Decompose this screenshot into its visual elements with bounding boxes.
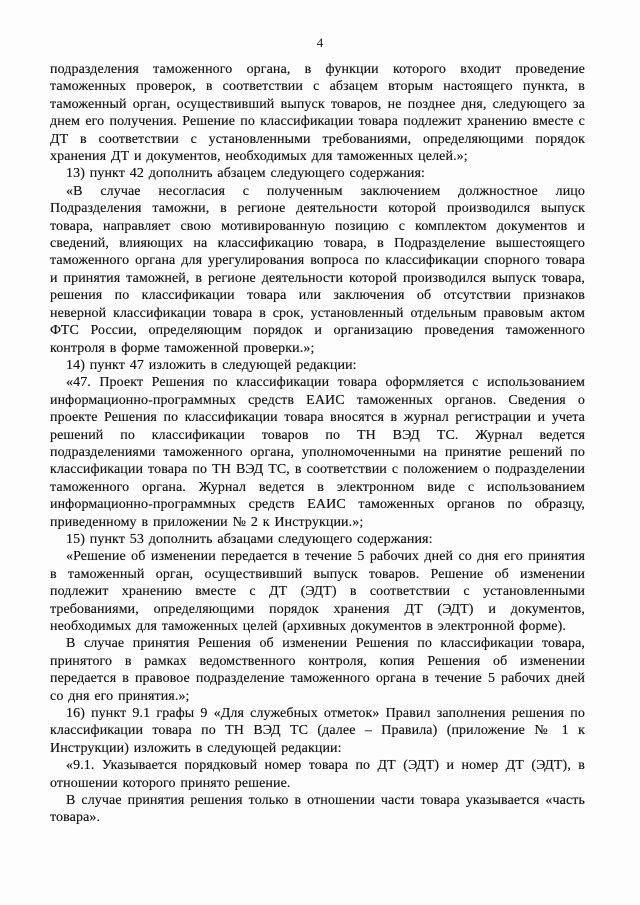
paragraph-continuation: подразделения таможенного органа, в функции которого входит проведение таможенных проверок, в соответствии с абзацем вторым настоящего пункта, в таможенный орган, осуществивший выпуск товаров, не позднее дня, следующего за днем его получения. Решение по классификации товара подлежит хранению вместе с ДТ в соответствии с установленными требованиями, определяющими порядок хранения ДТ и документов, необходимых для таможенных целей.»; (50, 62, 585, 165)
paragraph-item-15-quote-2: В случае принятия Решения об изменении Решения по классификации товара, принятого в рамках ведомственного контроля, копия Решения об изменении передается в правовое подразделение таможенного органа в течение 5 рабочих дней со дня его принятия.»; (50, 636, 585, 704)
paragraph-item-16-quote-1: «9.1. Указывается порядковый номер товара по ДТ (ЭДТ) и номер ДТ (ЭДТ), в отношении которого принято решение. (50, 758, 585, 791)
page-number: 4 (316, 35, 324, 50)
paragraph-item-13-quote: «В случае несогласия с полученным заключением должностное лицо Подразделения таможни, в регионе деятельности которой производился выпуск товара, направляет свою мотивированную позицию с комплектом документов и сведений, влияющих на классификацию товара, в Подразделение вышестоящего таможенного органа для урегулирования вопроса по классификации спорного товара и принятия таможней, в регионе деятельности которой производился выпуск товара, решения по классификации товара или заключения об отсутствии признаков неверной классификации товара в срок, установленный отдельным правовым актом ФТС России, определяющим порядок и организацию проведения таможенного контроля в форме таможенной проверки.»; (50, 183, 585, 356)
paragraph-item-15-intro: 15) пункт 53 дополнить абзацами следующего содержания: (66, 531, 433, 547)
document-body (50, 61, 585, 827)
paragraph-item-16-intro: 16) пункт 9.1 графы 9 «Для служебных отметок» Правил заполнения решения по классификации товара по ТН ВЭД ТС (далее – Правила) (приложение № 1 к Инструкции) изложить в следующей редакции: (50, 706, 585, 756)
paragraph-item-14-quote: «47. Проект Решения по классификации товара оформляется с использованием информационно-программных средств ЕАИС таможенных органов. Сведения о проекте Решения по классификации товара вносятся в журнал регистрации и учета решений по классификации товаров по ТН ВЭД ТС. Журнал ведется подразделениями таможенного органа, уполномоченными на принятие решений по классификации товара по ТН ВЭД ТС, в соответствии с положением о подразделении таможенного органа. Журнал ведется в электронном виде с использованием информационно-программных средств ЕАИС таможенных органов по образцу, приведенному в приложении № 2 к Инструкции.»; (50, 375, 585, 530)
paragraph-item-15-quote-1: «Решение об изменении передается в течение 5 рабочих дней со дня его принятия в таможенный орган, осуществивший выпуск товаров. Решение об изменении подлежит хранению вместе с ДТ (ЭДТ) в соответствии с установленными требованиями, определяющими порядок хранения ДТ (ЭДТ) и документов, необходимых для таможенных целей (архивных документов в электронной форме). (50, 549, 585, 634)
paragraph-item-16-quote-2: В случае принятия решения только в отношении части товара указывается «часть товара». (50, 793, 585, 826)
paragraph-item-13-intro: 13) пункт 42 дополнить абзацем следующего содержания: (66, 166, 425, 182)
paragraph-item-14-intro: 14) пункт 47 изложить в следующей редакции: (66, 357, 357, 373)
